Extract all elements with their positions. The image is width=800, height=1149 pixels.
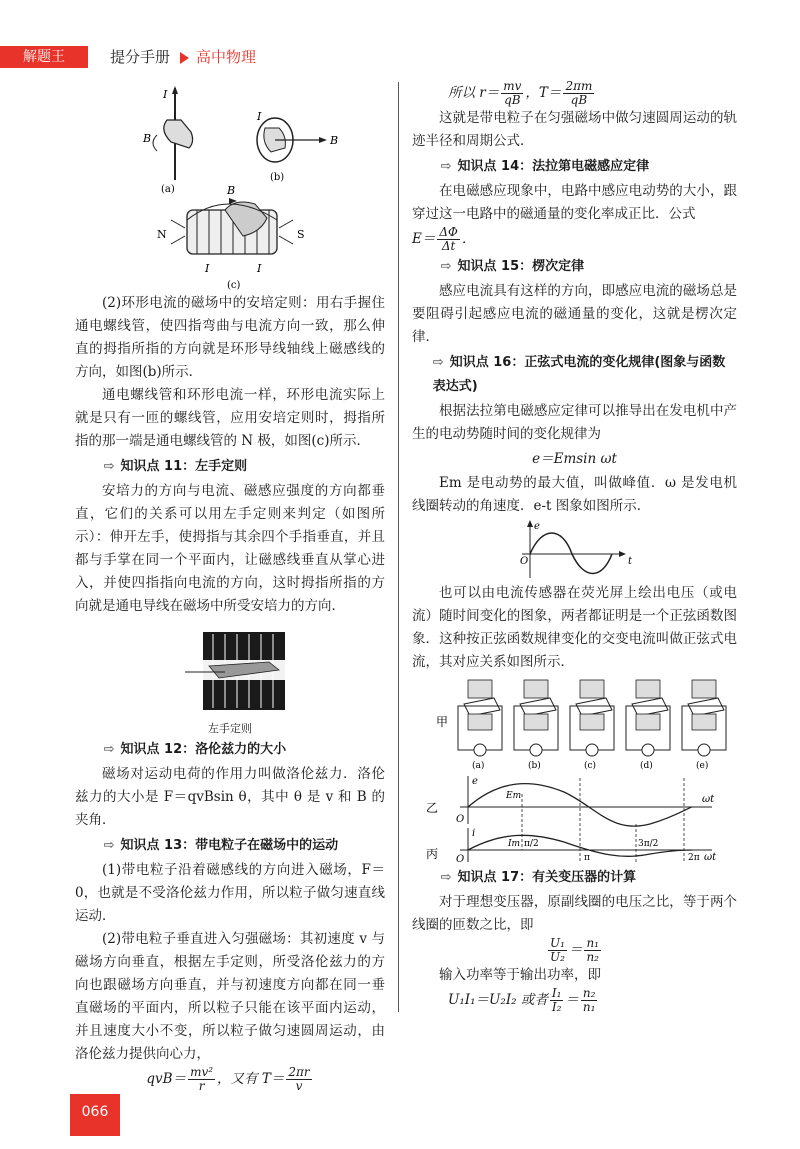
generator-figure	[412, 674, 737, 864]
sine-curve	[530, 533, 612, 574]
svg-text:ωt: ωt	[704, 852, 717, 863]
knowledge-point-heading: ⇨ 知识点 13：带电粒子在磁场中的运动	[103, 838, 339, 853]
formula: E＝ $\frac{\Delta\Phi}{\Delta t}$ ．	[412, 225, 476, 253]
paragraph: 也可以由电流传感器在荧光屏上绘出电压（或电流）随时间变化的图象，两者都证明是一个正弦函数图象．这种按正弦函数规律变化的交变电流叫做正弦式电流，其对应关系如图所示．	[412, 585, 737, 670]
svg-text:Im: Im	[508, 839, 521, 849]
arrow-icon: ⇨	[103, 838, 115, 853]
svg-text:I: I	[257, 110, 262, 123]
paragraph: (2)带电粒子垂直进入匀强磁场：其初速度 v 与磁场方向垂直，根据左手定则，所受洛伦兹力的方向也跟磁场方向垂直，并与初速度方向都在同一垂直磁场的平面内，所以粒子只能在该平面内运动，并且速度大小不变，所以粒子做匀速圆周运动，由洛伦兹力提供向心力，	[75, 931, 385, 1062]
book-title: 提分手册	[110, 48, 171, 66]
paragraph: (2)环形电流的磁场中的安培定则：用右手握住通电螺线管，使四指弯曲与电流方向一致，那么伸直的拇指所指的方向就是环形导线轴线上磁感线的方向，如图(b)所示．	[75, 295, 385, 380]
ampere-rule-figure	[75, 80, 385, 292]
arrow-icon: ⇨	[440, 259, 452, 274]
column-divider	[398, 82, 399, 1012]
frame-label: (d)	[640, 761, 653, 771]
svg-text:O: O	[456, 814, 465, 825]
svg-text:t: t	[628, 556, 633, 567]
svg-text:B: B	[227, 184, 236, 197]
frame-label: (a)	[472, 761, 485, 771]
label-c: (c)	[227, 280, 241, 291]
svg-text:Em: Em	[506, 791, 522, 801]
knowledge-point-heading: ⇨ 知识点 14：法拉第电磁感应定律	[440, 159, 650, 174]
svg-text:ωt: ωt	[702, 794, 715, 805]
svg-text:e: e	[534, 521, 540, 532]
label-a: (a)	[161, 184, 175, 195]
frame-label: (e)	[696, 761, 709, 771]
label-I-a: I	[163, 88, 168, 101]
et-graph	[412, 518, 737, 582]
knowledge-point-heading: ⇨ 知识点 12：洛伦兹力的大小	[103, 742, 287, 757]
svg-text:B: B	[143, 132, 152, 145]
svg-text:I: I	[257, 262, 262, 275]
figure-caption: 左手定则	[208, 722, 252, 735]
paragraph: 在电磁感应现象中，电路中感应电动势的大小，跟穿过这一电路中的磁通量的变化率成正比．公式	[412, 183, 737, 222]
label-jia: 甲	[436, 715, 449, 729]
formula: e＝Emsin ωt	[532, 451, 617, 467]
paragraph: 根据法拉第电磁感应定律可以推导出在发电机中产生的电动势随时间的变化规律为	[412, 403, 737, 442]
paragraph: 磁场对运动电荷的作用力叫做洛伦兹力．洛伦兹力的大小是 F＝qvBsin θ，其中 θ 是 v 和 B 的夹角．	[75, 766, 385, 828]
generator-frame-e	[682, 680, 726, 771]
label-yi: 乙	[426, 801, 439, 815]
paragraph: 对于理想变压器，原副线圈的电压之比，等于两个线圈的匝数之比，即	[412, 894, 737, 933]
knowledge-point-heading: ⇨ 知识点 17：有关变压器的计算	[440, 870, 637, 885]
page-header	[0, 40, 800, 72]
arrow-icon: ⇨	[103, 742, 115, 757]
subject-title: 高中物理	[196, 48, 257, 66]
knowledge-point-heading: ⇨ 知识点 11：左手定则	[103, 459, 248, 474]
paragraph: 感应电流具有这样的方向，即感应电流的磁场总是要阻碍引起感应电流的磁通量的变化，这就是楞次定律．	[412, 283, 737, 345]
generator-frame-d	[626, 680, 670, 771]
generator-frame-c	[570, 680, 614, 771]
right-column	[412, 80, 737, 1014]
paragraph: 输入功率等于输出功率，即	[439, 967, 601, 983]
svg-text:2π: 2π	[688, 853, 700, 863]
paragraph: (1)带电粒子沿着磁感线的方向进入磁场，F＝0，也就是不受洛伦兹力作用，所以粒子做匀速直线运动．	[75, 862, 385, 924]
knowledge-point-heading: ⇨ 知识点 16：正弦式电流的变化规律(图象与函数表达式)	[432, 355, 726, 394]
left-hand-rule-figure	[75, 624, 385, 724]
svg-text:O: O	[456, 854, 465, 864]
svg-text:O: O	[520, 556, 529, 567]
generator-frame-a	[458, 680, 502, 771]
svg-text:π/2: π/2	[524, 839, 539, 849]
formula: U₁I₁＝U₂I₂ 或者 $\frac{\text{I₁}}{\text{I₂}}$ ＝ $\frac{\text{n₂}}{\text{n₁}}$	[448, 986, 596, 1014]
arrow-icon: ⇨	[440, 870, 452, 885]
svg-text:B: B	[330, 134, 339, 147]
paragraph: 安培力的方向与电流、磁感应强度的方向都垂直，它们的关系可以用左手定则来判定（如图所示）：伸开左手，使拇指与其余四个手指垂直，并且都与手掌在同一个平面内，让磁感线垂直从掌心进入，并使四指指向电流的方向，这时拇指所指的方向就是通电导线在磁场中所受安培力的方向．	[75, 483, 385, 614]
svg-text:3π/2: 3π/2	[638, 839, 659, 849]
label-b: (b)	[270, 172, 285, 183]
label-S: S	[297, 228, 305, 241]
svg-text:i: i	[472, 828, 476, 839]
left-column	[75, 80, 385, 1093]
knowledge-point-heading: ⇨ 知识点 15：楞次定律	[440, 259, 585, 274]
formula: $\frac{\text{U₁}}{\text{U₂}}$ ＝ $\frac{\text{n₁}}{\text{n₂}}$	[550, 936, 599, 964]
paragraph: 这就是带电粒子在匀强磁场中做匀速圆周运动的轨迹半径和周期公式．	[412, 110, 737, 149]
frame-label: (c)	[584, 761, 597, 771]
paragraph: Em 是电动势的最大值，叫做峰值．ω 是发电机线圈转动的角速度．e-t 图象如图所示．	[412, 475, 737, 514]
generator-frames	[458, 680, 726, 771]
arrow-icon: ⇨	[103, 459, 115, 474]
label-bing: 丙	[426, 847, 439, 861]
svg-text:I: I	[205, 262, 210, 275]
svg-text:π: π	[584, 853, 590, 863]
paragraph: 通电螺线管和环形电流一样，环形电流实际上就是只有一匝的螺线管，应用安培定则时，拇指所指的那一端是通电螺线管的 N 极，如图(c)所示．	[75, 387, 385, 449]
label-N: N	[157, 228, 167, 241]
frame-label: (b)	[528, 761, 541, 771]
brand-label: 解题王	[0, 46, 88, 68]
triangle-icon	[180, 52, 189, 64]
formula: qvB＝ $\frac{\text{mv²}}{r}$ ，又有 T＝ $\frac{2\pi r}{v}$	[146, 1065, 310, 1093]
generator-frame-b	[514, 680, 558, 771]
arrow-icon: ⇨	[440, 159, 452, 174]
formula: 所以 r＝ $\frac{mv}{qB}$ ，T＝ $\frac{2\pi m}{qB}$	[448, 79, 593, 107]
svg-text:e: e	[472, 776, 478, 787]
arrow-icon: ⇨	[432, 355, 444, 370]
page-number: 066	[70, 1094, 120, 1136]
